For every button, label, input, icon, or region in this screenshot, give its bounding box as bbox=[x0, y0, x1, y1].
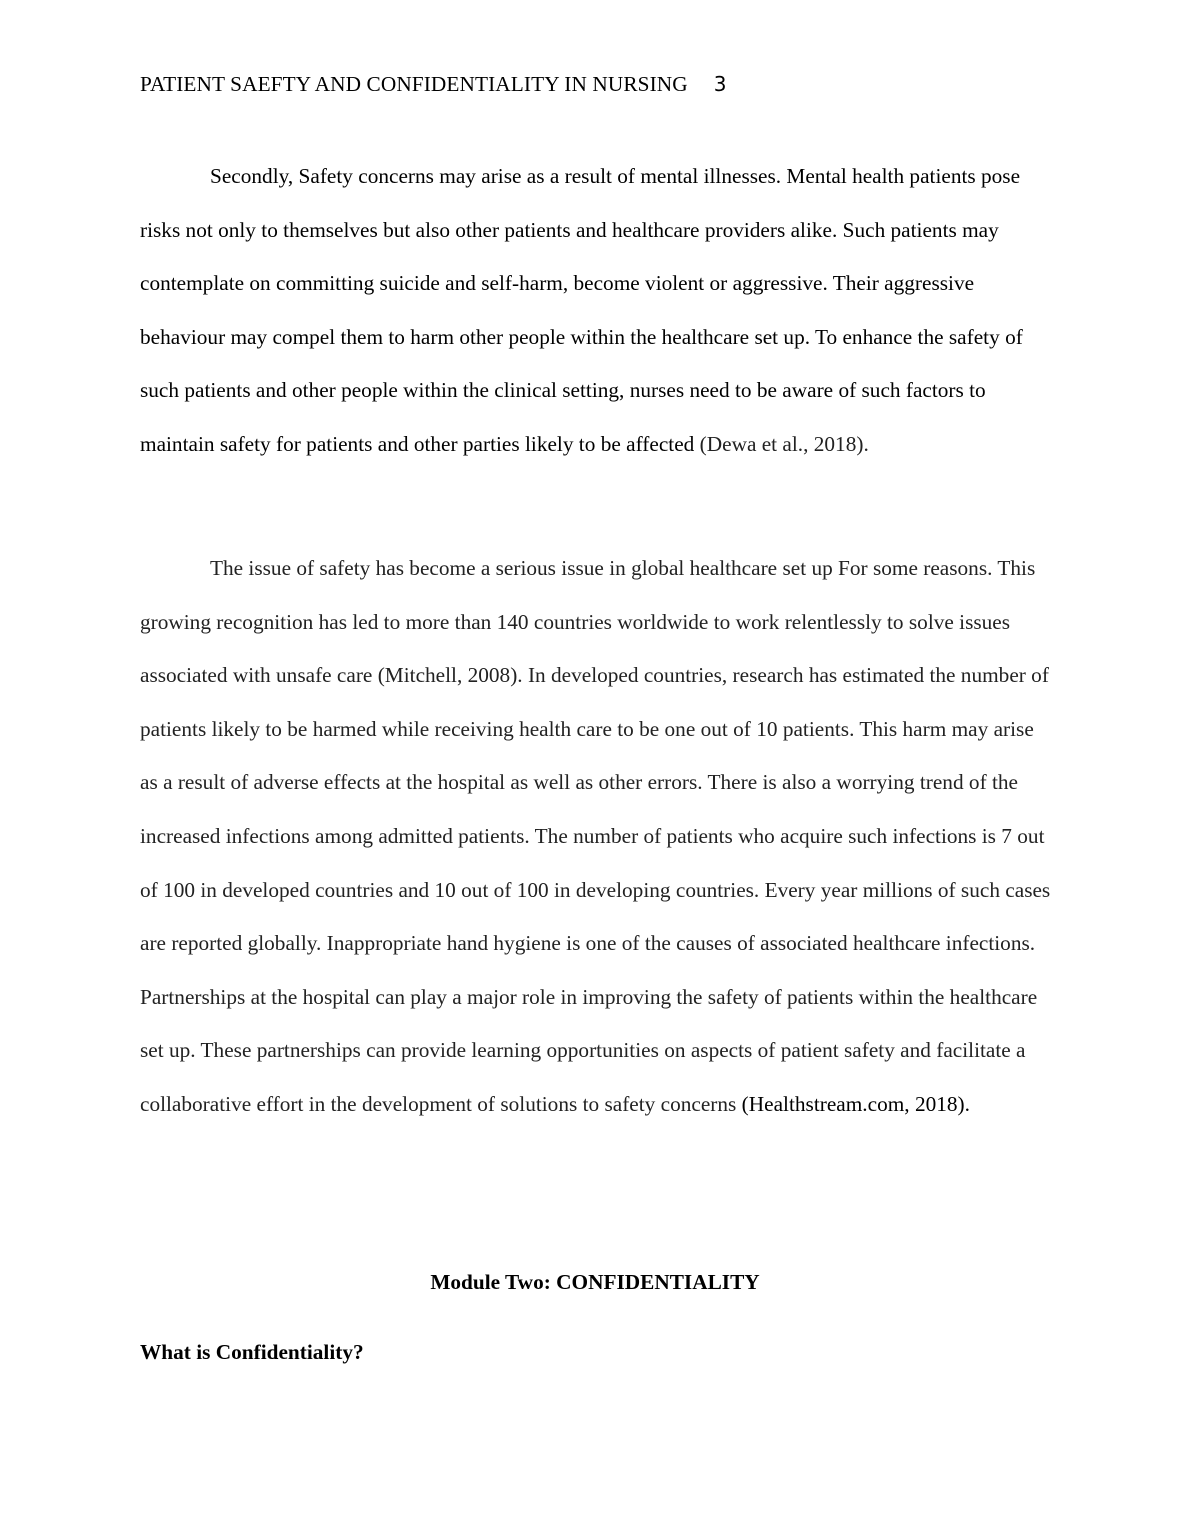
citation: (Healthstream.com, 2018). bbox=[741, 1091, 970, 1116]
citation: (Dewa et al., 2018). bbox=[699, 431, 869, 456]
running-head bbox=[140, 70, 727, 98]
paragraph-global-safety bbox=[140, 542, 1055, 1132]
module-heading: Module Two: CONFIDENTIALITY bbox=[430, 1270, 760, 1294]
paragraph-mental-illness bbox=[140, 150, 1055, 472]
paragraph-text: The issue of safety has become a serious issue in global healthcare set up For some reasons. This growing recognition has led to more than 140 countries worldwide to work relentlessly to solve issues associated with unsafe care (Mitchell, 2008). In developed countries, research has estimated the number of patients likely to be harmed while receiving health care to be one out of 10 patients. This harm may arise as a result of adverse effects at the hospital as well as other errors. There is also a worrying trend of the increased infections among admitted patients. The number of patients who acquire such infections is 7 out of 100 in developed countries and 10 out of 100 in developing countries. Every year millions of such cases are reported globally. Inappropriate hand hygiene is one of the causes of associated healthcare infections. Partnerships at the hospital can play a major role in improving the safety of patients within the healthcare set up. These partnerships can provide learning opportunities on aspects of patient safety and facilitate a collaborative effort in the development of solutions to safety concerns bbox=[140, 556, 1051, 1116]
section-heading: What is Confidentiality? bbox=[140, 1340, 364, 1364]
page-number: 3 bbox=[713, 72, 727, 96]
running-head-title: PATIENT SAEFTY AND CONFIDENTIALITY IN NURSING bbox=[140, 72, 688, 96]
paragraph-text: Secondly, Safety concerns may arise as a result of mental illnesses. Mental health patients pose risks not only to themselves but also other patients and healthcare providers alike. Such patients may contemplate on committing suicide and self-harm, become violent or aggressive. Their aggressive behaviour may compel them to harm other people within the healthcare set up. To enhance the safety of such patients and other people within the clinical setting, nurses need to be aware of such factors to maintain safety for patients and other parties likely to be affected bbox=[140, 164, 1023, 456]
